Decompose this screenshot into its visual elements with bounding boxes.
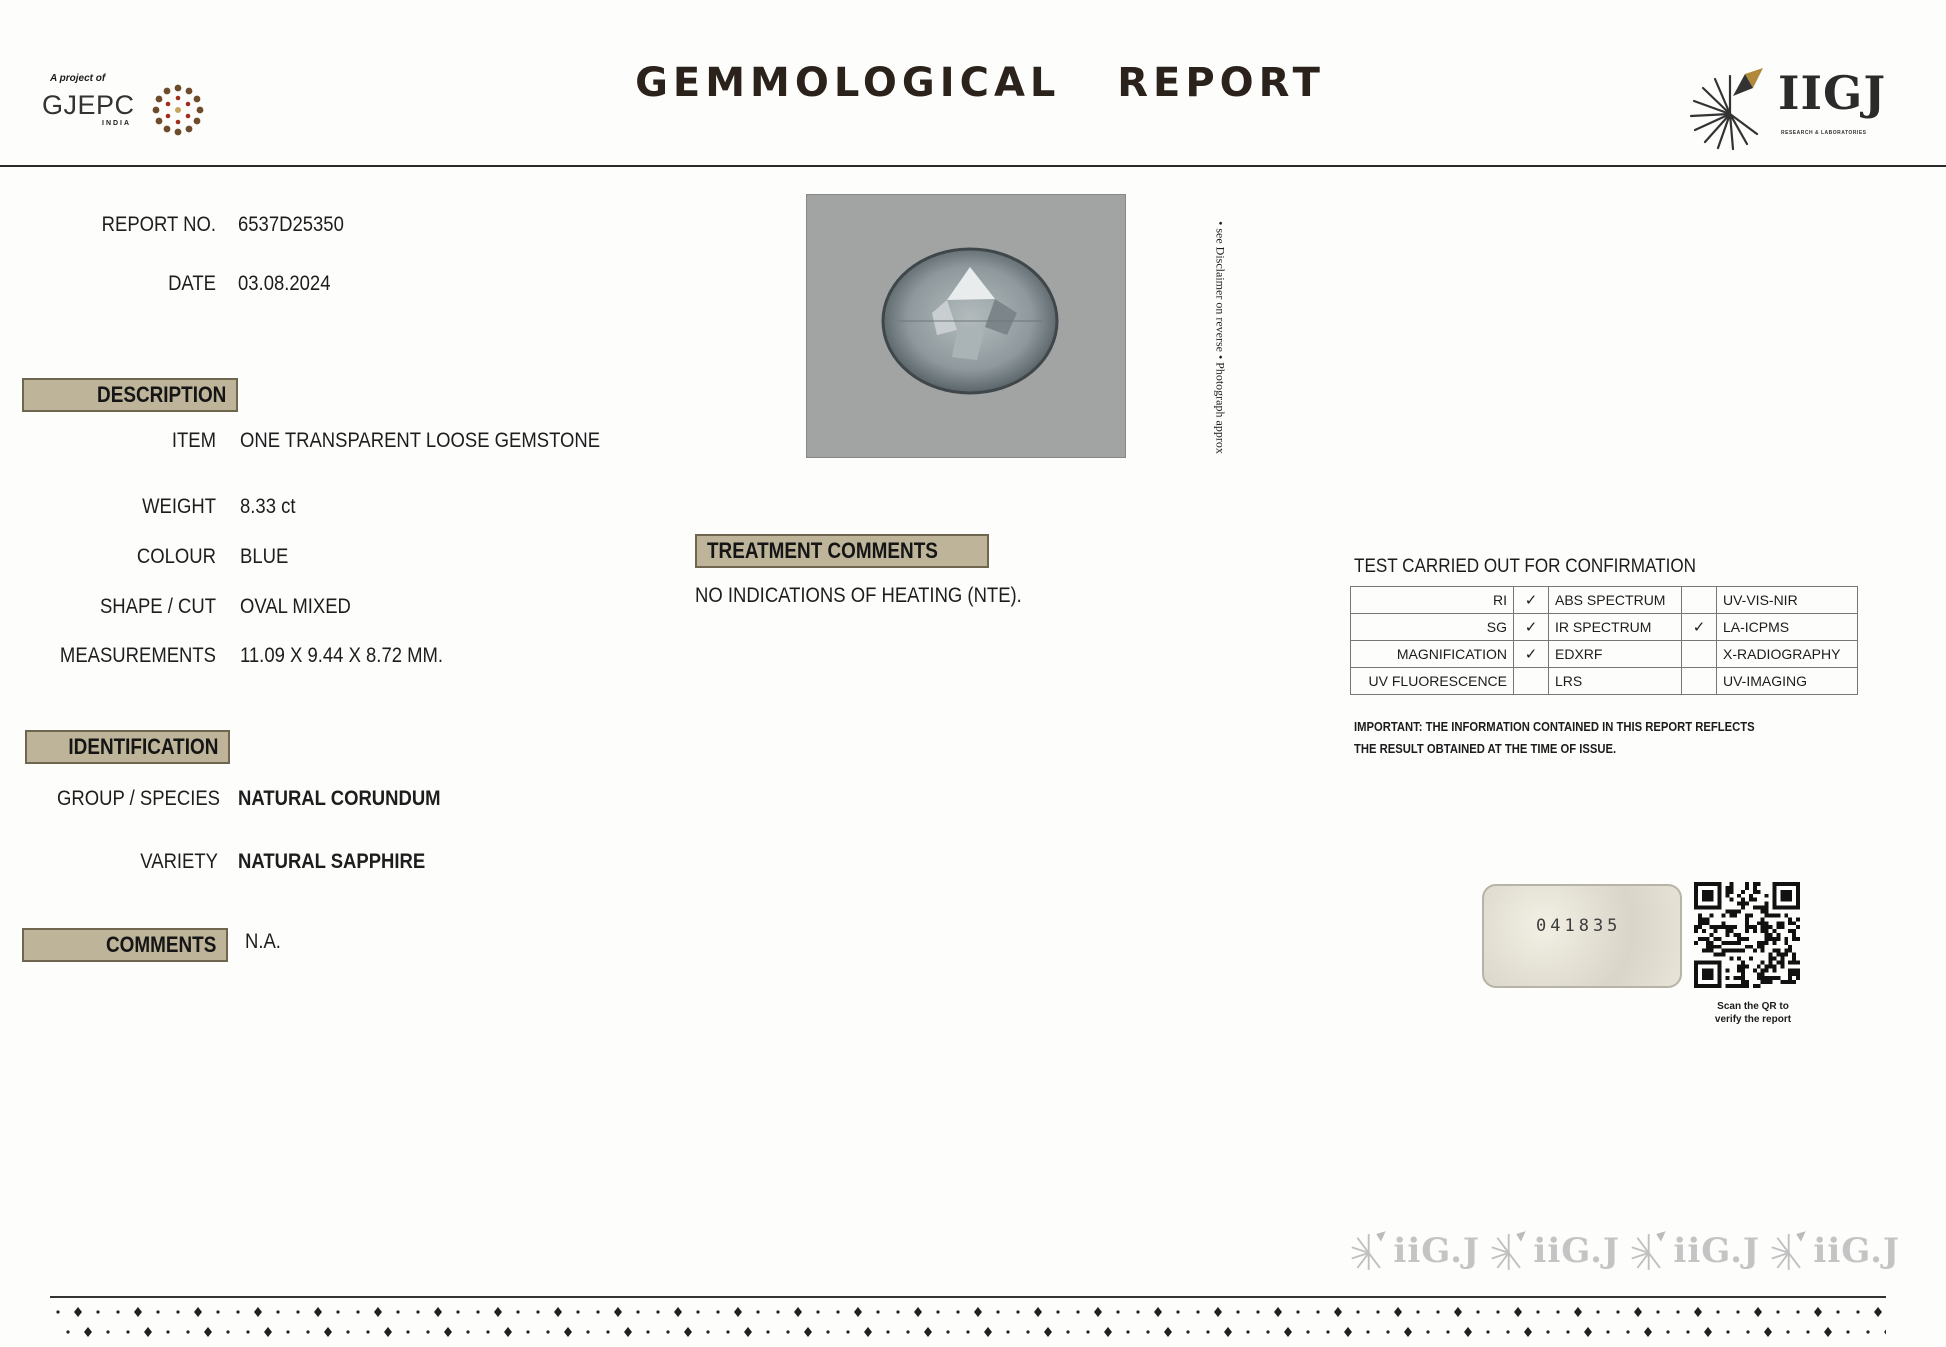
verification-qr-code[interactable]	[1693, 882, 1801, 988]
check-icon: ✓	[1514, 614, 1549, 641]
shape-cut-value: OVAL MIXED	[240, 595, 351, 618]
test-name: ABS SPECTRUM	[1549, 587, 1682, 614]
tests-table	[1350, 586, 1858, 695]
important-notice	[1354, 716, 1768, 760]
check-icon	[1682, 641, 1717, 668]
report-number: 6537D25350	[238, 213, 344, 236]
tests-title: TEST CARRIED OUT FOR CONFIRMATION	[1354, 556, 1697, 577]
gemstone-photo	[806, 194, 1126, 458]
table-row	[1351, 587, 1858, 614]
iigj-star-icon	[1628, 1229, 1669, 1273]
table-row	[1351, 641, 1858, 668]
test-name: LA-ICPMS	[1717, 614, 1858, 641]
weight-value: 8.33 ct	[240, 495, 296, 518]
watermark-logo: iiG.J	[1768, 1228, 1900, 1274]
gjepc-tagline: A project of	[50, 73, 106, 84]
species-value: NATURAL CORUNDUM	[238, 787, 441, 810]
variety-value: NATURAL SAPPHIRE	[238, 850, 426, 873]
test-name: UV FLUORESCENCE	[1351, 668, 1514, 695]
check-icon: ✓	[1514, 641, 1549, 668]
identification-heading: IDENTIFICATION	[25, 730, 230, 764]
iigj-star-icon	[1685, 66, 1775, 151]
iigj-logo	[1685, 60, 1905, 155]
important-text: THE INFORMATION CONTAINED IN THIS REPORT REFLECTS THE RESULT OBTAINED AT THE TIME OF ISSUE.	[1354, 720, 1755, 756]
gjepc-country: INDIA	[102, 120, 132, 127]
check-icon	[1682, 587, 1717, 614]
shape-cut-label: SHAPE / CUT	[99, 595, 216, 618]
check-icon: ✓	[1514, 587, 1549, 614]
date-label: DATE	[168, 272, 216, 295]
comments-value: N.A.	[245, 930, 281, 953]
test-name: RI	[1351, 587, 1514, 614]
footer-divider	[50, 1296, 1886, 1298]
gjepc-name: GJEPC	[42, 90, 135, 120]
page-title: GEMMOLOGICAL REPORT	[635, 60, 1325, 106]
variety-label: VARIETY	[140, 850, 218, 873]
colour-value: BLUE	[240, 545, 289, 568]
test-name: EDXRF	[1549, 641, 1682, 668]
gjepc-logo	[40, 70, 210, 145]
test-name: X-RADIOGRAPHY	[1717, 641, 1858, 668]
footer-dot-border	[50, 1302, 1886, 1342]
measurements-label: MEASUREMENTS	[59, 644, 216, 667]
test-name: MAGNIFICATION	[1351, 641, 1514, 668]
test-name: UV-IMAGING	[1717, 668, 1858, 695]
qr-caption: Scan the QR to verify the report	[1714, 1001, 1792, 1025]
iigj-subtitle: RESEARCH & LABORATORIES	[1781, 130, 1867, 136]
description-heading: DESCRIPTION	[22, 378, 238, 412]
iigj-name: IIGJ	[1778, 66, 1887, 120]
item-value: ONE TRANSPARENT LOOSE GEMSTONE	[240, 429, 601, 452]
photo-disclaimer-note: • see Disclaimer on reverse • Photograph approx	[1213, 221, 1228, 454]
colour-label: COLOUR	[136, 545, 216, 568]
check-icon: ✓	[1682, 614, 1717, 641]
table-row	[1351, 668, 1858, 695]
header-divider	[0, 165, 1946, 167]
treatment-value: NO INDICATIONS OF HEATING (NTE).	[695, 584, 1022, 607]
table-row	[1351, 614, 1858, 641]
item-label: ITEM	[171, 429, 216, 452]
test-name: UV-VIS-NIR	[1717, 587, 1858, 614]
test-name: SG	[1351, 614, 1514, 641]
treatment-heading: TREATMENT COMMENTS	[695, 534, 989, 568]
iigj-star-icon	[1488, 1229, 1529, 1273]
iigj-star-icon	[1768, 1229, 1809, 1273]
test-name: LRS	[1549, 668, 1682, 695]
measurements-value: 11.09 X 9.44 X 8.72 MM.	[240, 644, 444, 667]
weight-label: WEIGHT	[142, 495, 216, 518]
check-icon	[1682, 668, 1717, 695]
iigj-star-icon	[1348, 1229, 1389, 1273]
gjepc-emblem-icon	[150, 82, 206, 138]
watermark-logo: iiG.J	[1488, 1228, 1620, 1274]
footer-watermarks	[1348, 1228, 1900, 1274]
watermark-logo: iiG.J	[1628, 1228, 1760, 1274]
hologram-number: 041835	[1536, 916, 1622, 936]
watermark-logo: iiG.J	[1348, 1228, 1480, 1274]
important-label: IMPORTANT:	[1354, 720, 1423, 734]
test-name: IR SPECTRUM	[1549, 614, 1682, 641]
date-value: 03.08.2024	[238, 272, 331, 295]
report-number-label: REPORT NO.	[101, 213, 216, 236]
security-hologram	[1482, 884, 1682, 988]
comments-heading: COMMENTS	[22, 928, 228, 962]
species-label: GROUP / SPECIES	[57, 787, 220, 810]
check-icon	[1514, 668, 1549, 695]
